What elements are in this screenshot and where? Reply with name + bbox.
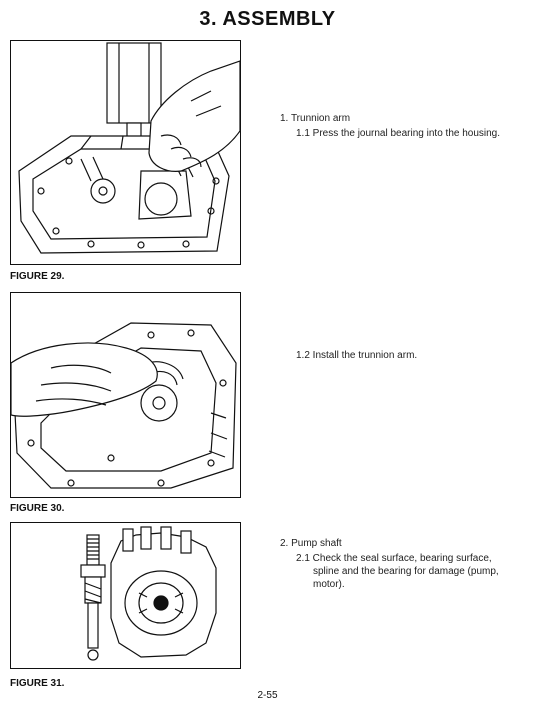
- step-2-heading: 2. Pump shaft: [280, 538, 342, 549]
- page-number: 2-55: [257, 690, 278, 701]
- figure-31-caption: FIGURE 31.: [10, 678, 65, 689]
- step-2-1-line3: motor).: [313, 579, 345, 590]
- step-2-1-line2: spline and the bearing for damage (pump,: [313, 566, 499, 577]
- figure-30-illustration: [10, 292, 241, 498]
- step-1-1: 1.1 Press the journal bearing into the housing.: [296, 128, 501, 139]
- step-1-2: 1.2 Install the trunnion arm.: [296, 350, 418, 361]
- figure-31-illustration: [10, 522, 241, 669]
- page-title: 3. ASSEMBLY: [199, 8, 336, 30]
- figure-29-illustration: [10, 40, 241, 265]
- figure-29-caption: FIGURE 29.: [10, 271, 65, 282]
- step-2-1-line1: 2.1 Check the seal surface, bearing surface,: [296, 553, 492, 564]
- step-1-heading: 1. Trunnion arm: [280, 113, 351, 124]
- figure-30-caption: FIGURE 30.: [10, 503, 65, 514]
